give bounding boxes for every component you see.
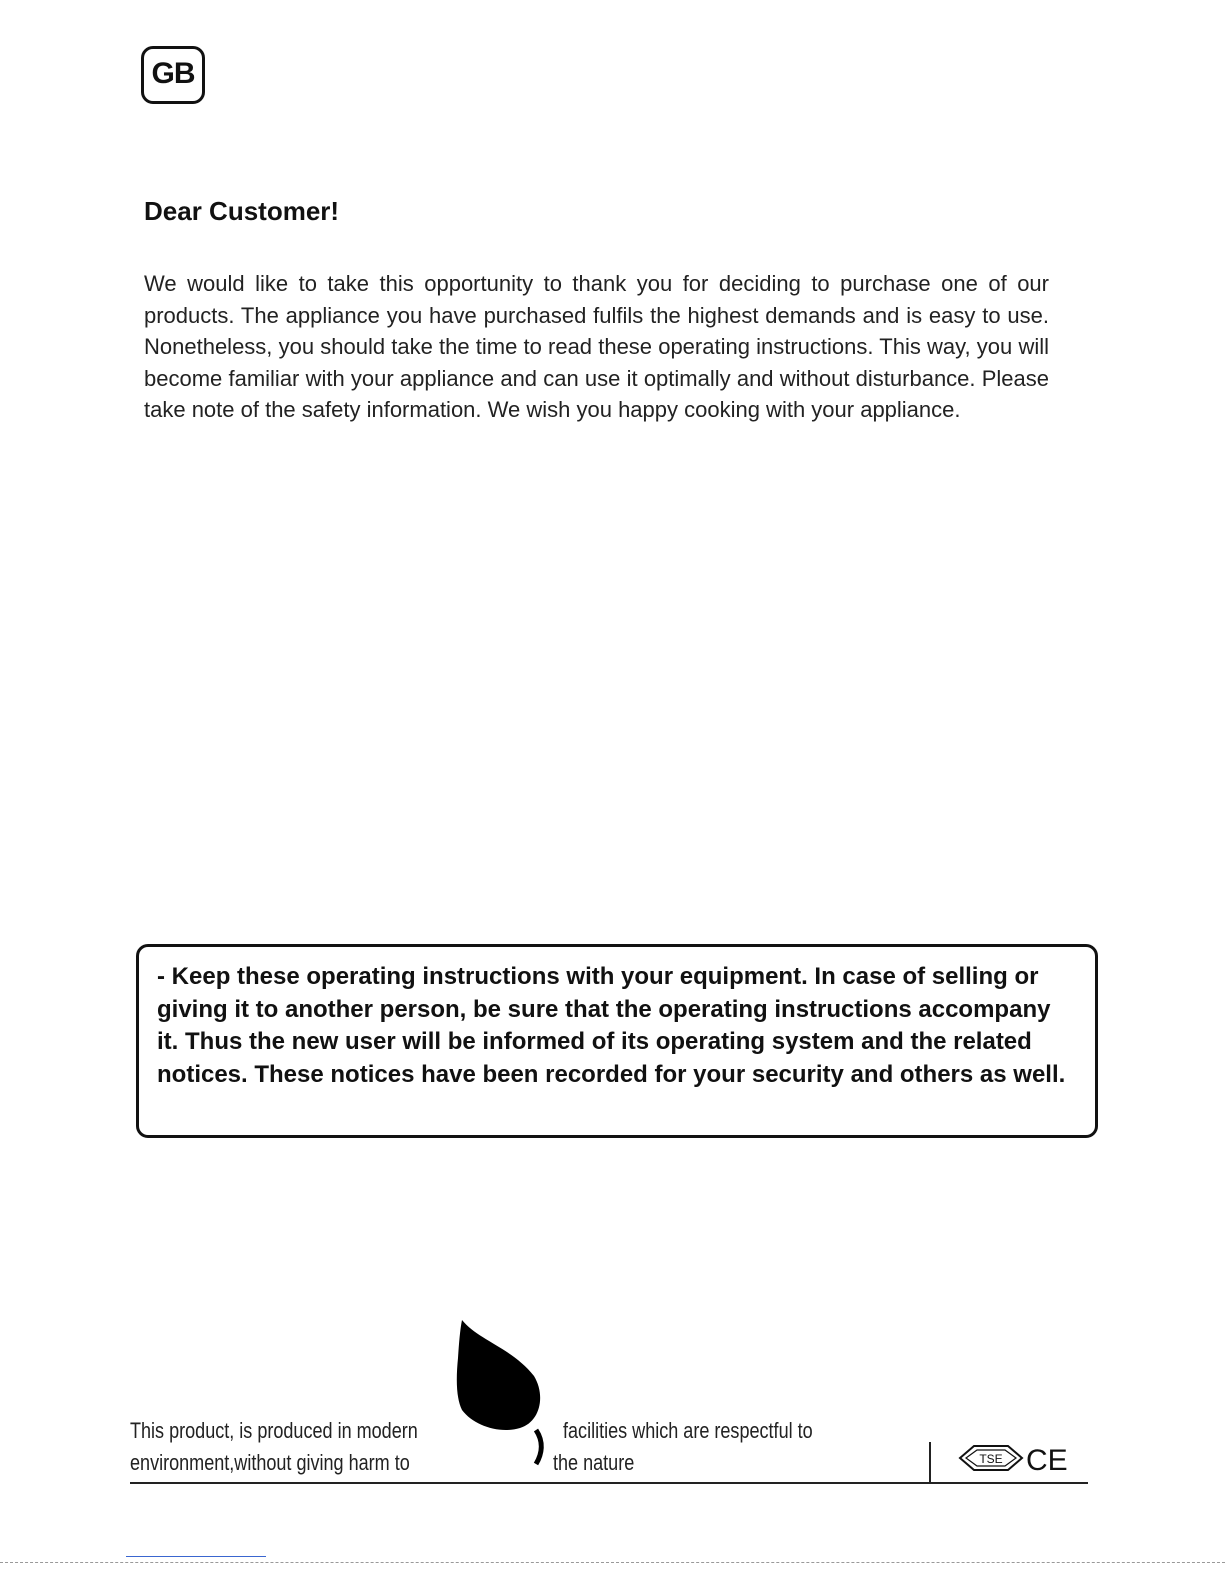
- page-edge-mark: [126, 1556, 266, 1557]
- eco-text-line1-right: facilities which are respectful to: [563, 1418, 813, 1443]
- tse-mark-icon: [960, 1446, 1022, 1470]
- page-title: Dear Customer!: [144, 196, 340, 226]
- language-badge: GB: [141, 46, 205, 104]
- ce-mark-icon: CE: [1026, 1444, 1068, 1476]
- page-edge-dashes: [0, 1562, 1225, 1563]
- leaf-icon: [450, 1318, 550, 1478]
- eco-text-line1-left: This product, is produced in modern: [130, 1418, 418, 1443]
- tse-label: TSE: [979, 1452, 1003, 1466]
- eco-text-line2-left: environment,without giving harm to: [130, 1450, 410, 1475]
- intro-paragraph: We would like to take this opportunity to thank you for deciding to purchase one of our products. The appliance you have purchased fulfils the highest demands and is easy to use. Nonetheless, you should take the time to read these operating instructions. This way, you will become familiar with your appliance and can use it optimally and without disturbance. Please take note of the safety information. We wish you happy cooking with your appliance.: [144, 271, 1049, 422]
- certification-marks: [958, 1440, 1068, 1476]
- notice-box: [136, 944, 1098, 1138]
- footer-divider: [929, 1442, 931, 1482]
- eco-text-line2-right: the nature: [553, 1450, 635, 1475]
- notice-text: - Keep these operating instructions with your equipment. In case of selling or giving it to another person, be sure that the operating instructions accompany it. Thus the new user will be informed of its operating system and the related notices. These notices have been recorded for your security and others as well.: [157, 963, 1066, 1088]
- footer-rule: [130, 1482, 1088, 1484]
